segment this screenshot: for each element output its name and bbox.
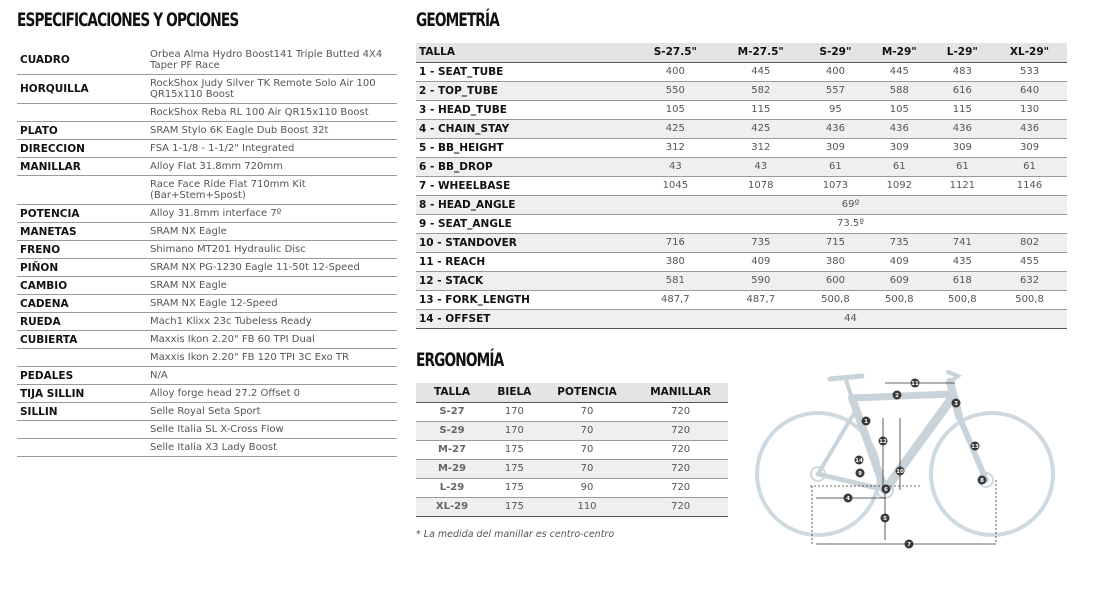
ergonomics-size: S-27 <box>439 406 465 417</box>
ergonomics-header-row <box>416 383 728 402</box>
ergonomics-cell: 720 <box>671 444 691 455</box>
dimension-marker-label: 4 <box>846 496 850 503</box>
spec-value: SRAM NX PG-1230 Eagle 11-50t 12-Speed <box>150 262 360 273</box>
geometry-header-cell: M-29" <box>881 46 917 59</box>
spec-label: POTENCIA <box>20 207 80 220</box>
spec-row <box>17 176 397 205</box>
ergonomics-row <box>416 402 728 421</box>
geometry-header-cell: L-29" <box>946 46 978 59</box>
geometry-cell: 309 <box>952 142 972 153</box>
dimension-marker-label: 13 <box>971 444 979 451</box>
geometry-cell: 43 <box>668 161 682 172</box>
ergonomics-cell: 175 <box>504 501 524 512</box>
geometry-cell: 61 <box>829 161 842 172</box>
spec-row <box>17 385 397 403</box>
ergonomics-title: ERGONOMÍA <box>416 349 504 371</box>
geometry-cell: 533 <box>1019 66 1040 77</box>
geometry-row <box>416 62 1067 81</box>
spec-label: CAMBIO <box>20 279 68 292</box>
spec-row <box>17 158 397 176</box>
ergonomics-footnote: * La medida del manillar es centro-centro <box>416 529 615 540</box>
spec-row <box>17 140 397 158</box>
geometry-cell: 445 <box>751 66 771 77</box>
geometry-cell: 500,8 <box>1015 294 1044 305</box>
spec-row <box>17 46 397 75</box>
spec-label: PEDALES <box>20 369 74 382</box>
spec-value: Alloy Flat 31.8mm 720mm <box>150 161 283 172</box>
dimension-marker-label: 5 <box>883 516 887 523</box>
dimension-marker-label: 2 <box>895 393 899 400</box>
geometry-measure-name: 12 - STACK <box>419 274 484 287</box>
geometry-cell: 61 <box>892 161 906 172</box>
geometry-cell: 409 <box>751 256 771 267</box>
geometry-measure-name: 8 - HEAD_ANGLE <box>419 198 516 211</box>
geometry-header-cell: S-29" <box>819 46 852 59</box>
geometry-cell: 581 <box>665 275 685 286</box>
top-tube <box>852 394 952 398</box>
ergonomics-cell: 720 <box>671 425 691 436</box>
dimension-marker-label: 6 <box>884 487 888 494</box>
ergonomics-cell: 170 <box>504 406 524 417</box>
ergonomics-row <box>416 497 728 516</box>
ergonomics-row <box>416 440 728 459</box>
spec-value: Alloy 31.8mm interface 7º <box>150 208 282 219</box>
geometry-measure-name: 14 - OFFSET <box>419 312 491 325</box>
ergonomics-header-cell: MANILLAR <box>650 386 712 399</box>
spec-row <box>17 223 397 241</box>
geometry-cell: 73.5º <box>837 218 864 229</box>
spec-label: DIRECCION <box>20 142 85 155</box>
spec-label: HORQUILLA <box>20 83 89 95</box>
ergonomics-cell: 70 <box>580 425 594 436</box>
geometry-row <box>416 100 1067 119</box>
spec-value: Maxxis Ikon 2.20" FB 60 TPI Dual <box>150 334 315 345</box>
geometry-cell: 600 <box>825 275 845 286</box>
spec-label: CUBIERTA <box>20 333 78 346</box>
spec-value: RockShox Reba RL 100 Air QR15x110 Boost <box>150 107 369 118</box>
spec-row <box>17 313 397 331</box>
spec-value: N/A <box>150 370 168 381</box>
ergonomics-cell: 720 <box>671 463 691 474</box>
geometry-cell: 400 <box>825 66 845 77</box>
spec-row <box>17 75 397 104</box>
ergonomics-cell: 70 <box>580 444 594 455</box>
spec-value: Shimano MT201 Hydraulic Disc <box>150 244 306 255</box>
ergonomics-size: XL-29 <box>435 501 469 512</box>
geometry-cell: 500,8 <box>948 294 977 305</box>
ground-guide <box>812 480 996 544</box>
spec-value: Orbea Alma Hydro Boost141 Triple Butted 4X4 Taper PF Race <box>150 49 383 71</box>
geometry-cell: 616 <box>952 85 972 96</box>
spec-row <box>17 241 397 259</box>
geometry-cell: 716 <box>665 237 685 248</box>
dimension-marker-label: 12 <box>879 439 887 446</box>
geometry-cell: 400 <box>665 66 685 77</box>
geometry-measure-name: 9 - SEAT_ANGLE <box>419 217 512 230</box>
geometry-cell: 632 <box>1019 275 1040 286</box>
spec-value: Alloy forge head 27.2 Offset 0 <box>150 388 301 399</box>
geometry-cell: 1045 <box>662 180 689 191</box>
spec-value: RockShox Judy Silver TK Remote Solo Air 100 QR15x110 Boost <box>150 78 376 100</box>
geometry-cell: 409 <box>889 256 909 267</box>
geometry-row <box>416 271 1067 290</box>
geometry-row <box>416 138 1067 157</box>
geometry-measure-name: 10 - STANDOVER <box>419 236 517 249</box>
geometry-measure-name: 4 - CHAIN_STAY <box>419 122 510 135</box>
spec-row <box>17 205 397 223</box>
geometry-row <box>416 214 1067 233</box>
geometry-cell: 425 <box>751 123 771 134</box>
geometry-row <box>416 195 1067 214</box>
ergonomics-size: M-27 <box>437 444 467 455</box>
bike-illustration <box>757 372 1053 535</box>
ergonomics-row <box>416 478 728 497</box>
spec-row <box>17 349 397 367</box>
geometry-cell: 500,8 <box>884 294 914 305</box>
geometry-header-row <box>416 43 1067 62</box>
geometry-cell: 1121 <box>949 180 976 191</box>
geometry-cell: 309 <box>889 142 909 153</box>
geometry-cell: 105 <box>665 104 685 115</box>
geometry-cell: 105 <box>889 104 909 115</box>
geometry-cell: 380 <box>825 256 845 267</box>
geometry-cell: 609 <box>889 275 909 286</box>
geometry-cell: 44 <box>844 313 857 324</box>
geometry-cell: 735 <box>889 237 909 248</box>
down-tube <box>885 398 952 490</box>
ergonomics-cell: 175 <box>504 482 524 493</box>
geometry-cell: 500,8 <box>821 294 850 305</box>
geometry-cell: 741 <box>952 237 972 248</box>
geometry-cell: 309 <box>825 142 845 153</box>
ergonomics-cell: 70 <box>580 406 594 417</box>
geometry-cell: 309 <box>1019 142 1040 153</box>
geometry-cell: 61 <box>955 161 969 172</box>
bike-geometry-diagram <box>750 368 1060 553</box>
geometry-measure-name: 13 - FORK_LENGTH <box>419 293 530 306</box>
stem-handlebar <box>948 372 958 382</box>
geometry-measure-name: 11 - REACH <box>419 255 486 268</box>
geometry-cell: 1073 <box>822 180 849 191</box>
ergonomics-cell: 170 <box>504 425 524 436</box>
geometry-measure-name: 2 - TOP_TUBE <box>419 84 498 97</box>
front-wheel <box>931 413 1053 535</box>
spec-label: PIÑON <box>20 261 59 274</box>
geometry-cell: 436 <box>952 123 972 134</box>
geometry-cell: 483 <box>952 66 972 77</box>
spec-value: SRAM NX Eagle <box>150 280 227 291</box>
spec-row <box>17 421 397 439</box>
spec-row <box>17 104 397 122</box>
spec-value: SRAM NX Eagle <box>150 226 227 237</box>
geometry-cell: 1078 <box>748 180 774 191</box>
geometry-cell: 640 <box>1019 85 1040 96</box>
spec-label: CUADRO <box>20 54 70 66</box>
geometry-header-cell: S-27.5" <box>653 46 697 59</box>
geometry-cell: 1146 <box>1016 180 1043 191</box>
spec-label: RUEDA <box>20 315 61 328</box>
geometry-cell: 43 <box>754 161 768 172</box>
geometry-cell: 425 <box>665 123 685 134</box>
geometry-title: GEOMETRÍA <box>416 9 499 31</box>
geometry-row <box>416 290 1067 309</box>
ergonomics-header-cell: BIELA <box>497 386 532 399</box>
geometry-cell: 802 <box>1019 237 1040 248</box>
spec-value: Mach1 Klixx 23c Tubeless Ready <box>150 316 312 327</box>
ergonomics-header-cell: POTENCIA <box>557 386 617 399</box>
dimension-marker-label: 8 <box>980 478 984 485</box>
geometry-row <box>416 233 1067 252</box>
geometry-cell: 487,7 <box>661 294 690 305</box>
spec-value: Selle Italia X3 Lady Boost <box>150 442 278 453</box>
spec-value: Selle Royal Seta Sport <box>150 406 261 417</box>
saddle <box>830 376 862 379</box>
dimension-marker-label: 11 <box>911 381 919 388</box>
geometry-header-size: TALLA <box>419 46 455 59</box>
geometry-cell: 69º <box>841 199 860 210</box>
seat-stay <box>818 410 856 474</box>
geometry-row <box>416 309 1067 328</box>
spec-label: CADENA <box>20 297 69 310</box>
geometry-cell: 590 <box>751 275 771 286</box>
dimension-marker-label: 10 <box>896 469 904 476</box>
geometry-cell: 445 <box>889 66 909 77</box>
geometry-cell: 312 <box>751 142 771 153</box>
geometry-cell: 115 <box>751 104 771 115</box>
spec-value: SRAM Stylo 6K Eagle Dub Boost 32t <box>150 125 329 136</box>
ergonomics-cell: 175 <box>504 463 524 474</box>
geometry-measure-name: 6 - BB_DROP <box>419 160 493 173</box>
geometry-row <box>416 157 1067 176</box>
geometry-cell: 588 <box>889 85 909 96</box>
geometry-cell: 582 <box>751 85 771 96</box>
geometry-row <box>416 119 1067 138</box>
geometry-cell: 435 <box>952 256 972 267</box>
geometry-cell: 550 <box>665 85 685 96</box>
geometry-measure-name: 3 - HEAD_TUBE <box>419 103 507 116</box>
spec-value: FSA 1-1/8 - 1-1/2" Integrated <box>150 143 295 154</box>
ergonomics-size: S-29 <box>439 425 465 436</box>
spec-row <box>17 439 397 457</box>
spec-row <box>17 331 397 349</box>
geometry-cell: 455 <box>1019 256 1040 267</box>
geometry-row <box>416 176 1067 195</box>
specs-title: ESPECIFICACIONES Y OPCIONES <box>17 9 239 31</box>
spec-label: FRENO <box>20 243 61 256</box>
ergonomics-cell: 175 <box>504 444 524 455</box>
geometry-table <box>416 43 1067 329</box>
geometry-measure-name: 7 - WHEELBASE <box>419 179 511 192</box>
geometry-header-cell: M-27.5" <box>737 46 784 59</box>
geometry-cell: 312 <box>665 142 685 153</box>
ergonomics-cell: 70 <box>580 463 594 474</box>
spec-label: TIJA SILLIN <box>20 387 85 400</box>
spec-row <box>17 259 397 277</box>
geometry-row <box>416 252 1067 271</box>
ergonomics-table <box>416 383 728 517</box>
spec-label: PLATO <box>20 124 58 137</box>
seat-post <box>846 380 852 398</box>
dimension-markers <box>844 379 987 549</box>
dimension-marker-label: 7 <box>907 542 911 549</box>
ergonomics-size: L-29 <box>439 482 465 493</box>
spec-value: Race Face Ride Flat 710mm Kit (Bar+Stem+Spost) <box>150 179 306 201</box>
geometry-cell: 61 <box>1023 161 1036 172</box>
spec-row <box>17 277 397 295</box>
geometry-cell: 436 <box>1019 123 1040 134</box>
ergonomics-row <box>416 421 728 440</box>
geometry-cell: 95 <box>829 104 842 115</box>
ergonomics-row <box>416 459 728 478</box>
spec-label: MANETAS <box>20 225 77 238</box>
ergonomics-cell: 720 <box>671 406 691 417</box>
spec-value: Maxxis Ikon 2.20" FB 120 TPI 3C Exo TR <box>150 352 349 363</box>
ergonomics-cell: 720 <box>671 482 691 493</box>
chain-stay <box>818 474 885 490</box>
spec-row <box>17 122 397 140</box>
dimension-marker-label: 1 <box>864 419 868 426</box>
spec-value: SRAM NX Eagle 12-Speed <box>150 298 278 309</box>
geometry-cell: 735 <box>751 237 771 248</box>
specs-table <box>17 46 397 457</box>
spec-row <box>17 403 397 421</box>
geometry-cell: 618 <box>952 275 972 286</box>
geometry-cell: 436 <box>825 123 845 134</box>
geometry-cell: 380 <box>665 256 685 267</box>
spec-value: Selle Italia SL X-Cross Flow <box>150 424 284 435</box>
geometry-cell: 557 <box>825 85 845 96</box>
geometry-measure-name: 1 - SEAT_TUBE <box>419 65 504 78</box>
spec-row <box>17 295 397 313</box>
ergonomics-size: M-29 <box>437 463 467 474</box>
geometry-measure-name: 5 - BB_HEIGHT <box>419 141 504 154</box>
dimension-marker-label: 3 <box>954 401 958 408</box>
geometry-cell: 1092 <box>886 180 913 191</box>
geometry-header-cell: XL-29" <box>1009 46 1050 59</box>
spec-label: MANILLAR <box>20 160 81 173</box>
geometry-cell: 487,7 <box>746 294 776 305</box>
ergonomics-cell: 90 <box>580 482 594 493</box>
ergonomics-cell: 720 <box>671 501 691 512</box>
ergonomics-cell: 110 <box>577 501 597 512</box>
dimension-marker-label: 14 <box>855 458 863 465</box>
geometry-cell: 130 <box>1019 104 1040 115</box>
geometry-row <box>416 81 1067 100</box>
spec-row <box>17 367 397 385</box>
geometry-cell: 115 <box>952 104 972 115</box>
geometry-cell: 436 <box>889 123 909 134</box>
spec-label: SILLIN <box>20 405 58 418</box>
dimension-marker-label: 9 <box>858 471 862 478</box>
ergonomics-header-cell: TALLA <box>434 386 470 399</box>
geometry-cell: 715 <box>825 237 845 248</box>
